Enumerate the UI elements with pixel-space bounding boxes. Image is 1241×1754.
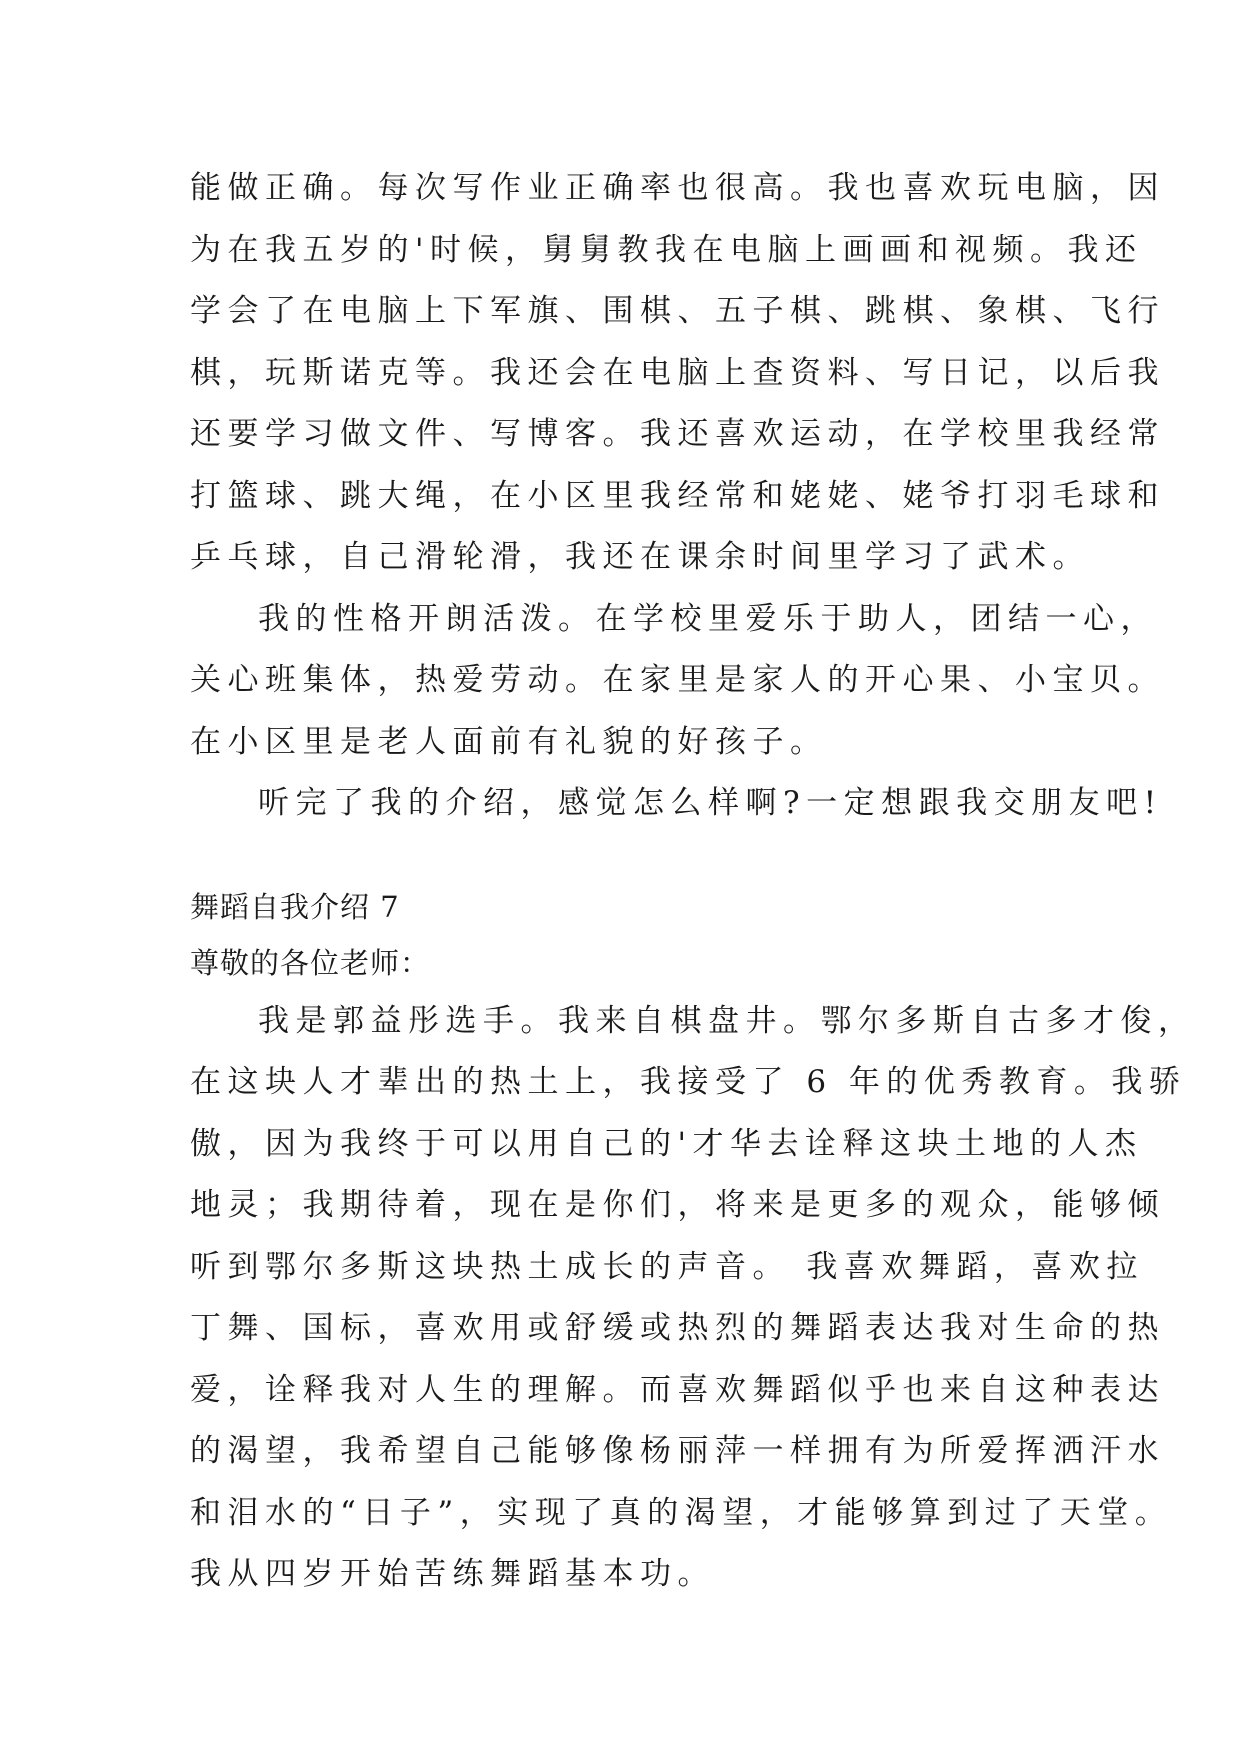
paragraph-line: 在小区里是老人面前有礼貌的好孩子。 xyxy=(190,723,828,760)
section-1 xyxy=(190,158,1165,835)
paragraph-line: 乒乓球，自己滑轮滑，我还在课余时间里学习了武术。 xyxy=(190,539,1090,575)
paragraph-line: 为在我五岁的'时候，舅舅教我在电脑上画画和视频。我还 xyxy=(190,231,1143,268)
paragraph-line: 还要学习做文件、写博客。我还喜欢运动，在学校里我经常 xyxy=(190,416,1165,452)
paragraph-line: 我从四岁开始苦练舞蹈基本功。 xyxy=(190,1556,715,1592)
paragraph-line: 在这块人才辈出的热土上，我接受了 6 年的优秀教育。我骄 xyxy=(190,1064,1187,1100)
paragraph-line: 打篮球、跳大绳，在小区里我经常和姥姥、姥爷打羽毛球和 xyxy=(190,477,1165,514)
section-heading: 舞蹈自我介绍 7 xyxy=(190,889,400,924)
document-body xyxy=(190,158,1196,1606)
salutation: 尊敬的各位老师： xyxy=(190,945,431,980)
paragraph-line: 我是郭益彤选手。我来自棋盘井。鄂尔多斯自古多才俊， xyxy=(258,1002,1196,1039)
paragraph-line: 爱，诠释我对人生的理解。而喜欢舞蹈似乎也来自这种表达 xyxy=(190,1371,1165,1408)
paragraph-line: 地灵；我期待着，现在是你们，将来是更多的观众，能够倾 xyxy=(190,1187,1165,1223)
paragraph-line: 傲，因为我终于可以用自己的'才华去诠释这块土地的人杰 xyxy=(190,1125,1143,1162)
paragraph-line: 棋，玩斯诺克等。我还会在电脑上查资料、写日记，以后我 xyxy=(190,354,1165,391)
paragraph-line: 丁舞、国标，喜欢用或舒缓或热烈的舞蹈表达我对生命的热 xyxy=(190,1310,1165,1346)
paragraph-line: 学会了在电脑上下军旗、围棋、五子棋、跳棋、象棋、飞行 xyxy=(190,293,1165,329)
paragraph-line: 我的性格开朗活泼。在学校里爱乐于助人，团结一心， xyxy=(258,600,1158,637)
paragraph-line: 听完了我的介绍，感觉怎么样啊?一定想跟我交朋友吧! xyxy=(258,785,1163,821)
paragraph-line: 关心班集体，热爱劳动。在家里是家人的开心果、小宝贝。 xyxy=(190,662,1165,698)
section-2 xyxy=(190,879,1196,1606)
paragraph-line: 的渴望，我希望自己能够像杨丽萍一样拥有为所爱挥洒汗水 xyxy=(190,1433,1165,1469)
paragraph-line: 听到鄂尔多斯这块热土成长的声音。 我喜欢舞蹈，喜欢拉 xyxy=(190,1248,1144,1285)
paragraph-line: 能做正确。每次写作业正确率也很高。我也喜欢玩电脑，因 xyxy=(190,170,1165,206)
section-gap xyxy=(190,835,1070,879)
paragraph-line: 和泪水的“日子”，实现了真的渴望，才能够算到过了天堂。 xyxy=(190,1494,1173,1531)
